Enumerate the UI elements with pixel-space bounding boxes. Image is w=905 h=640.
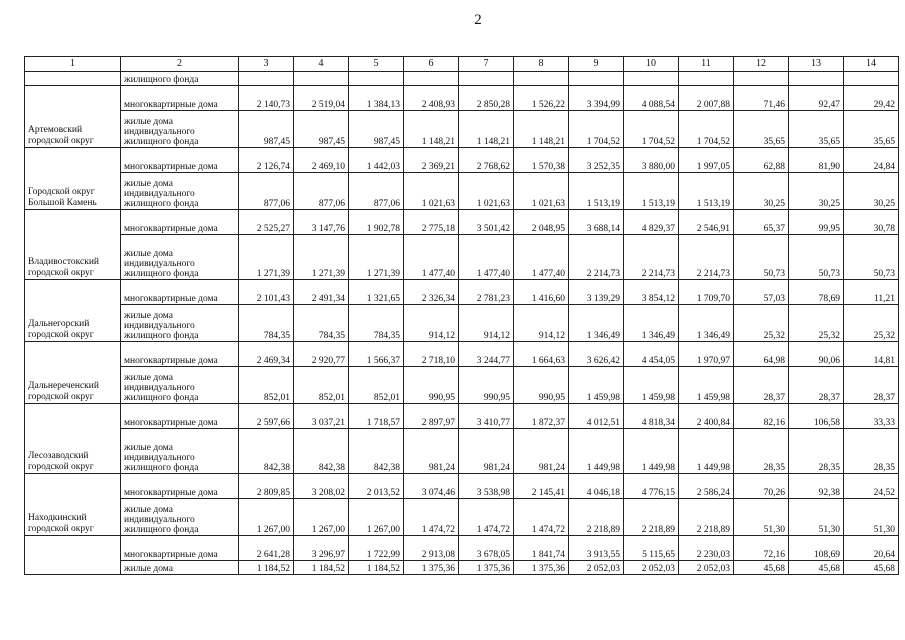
value-cell: 35,65 [844, 111, 899, 148]
value-cell: 1 267,00 [294, 499, 349, 536]
value-cell: 2 400,84 [679, 404, 734, 429]
table-row [25, 429, 899, 474]
value-cell [349, 72, 404, 86]
value-cell: 64,98 [734, 342, 789, 367]
value-cell: 81,90 [789, 148, 844, 173]
value-cell: 2 369,21 [404, 148, 459, 173]
value-cell: 20,64 [844, 536, 899, 561]
table-row [25, 111, 899, 148]
housing-type-cell: многоквартирные дома [121, 210, 239, 235]
value-cell: 2 013,52 [349, 474, 404, 499]
value-cell: 1 474,72 [459, 499, 514, 536]
value-cell: 784,35 [294, 305, 349, 342]
value-cell: 2 809,85 [239, 474, 294, 499]
value-cell: 2 145,41 [514, 474, 569, 499]
page-number: 2 [474, 12, 482, 28]
housing-type-cell: жилые дома индивидуального жилищного фонда [121, 367, 239, 404]
value-cell: 1 442,03 [349, 148, 404, 173]
value-cell: 28,35 [734, 429, 789, 474]
value-cell: 1 513,19 [679, 173, 734, 210]
value-cell: 2 230,03 [679, 536, 734, 561]
column-header: 2 [121, 57, 239, 72]
value-cell: 1 704,52 [679, 111, 734, 148]
column-header: 11 [679, 57, 734, 72]
table-row [25, 235, 899, 280]
value-cell: 2 214,73 [624, 235, 679, 280]
value-cell: 3 244,77 [459, 342, 514, 367]
value-cell [679, 72, 734, 86]
value-cell: 987,45 [239, 111, 294, 148]
value-cell: 2 052,03 [569, 561, 624, 575]
value-cell: 981,24 [459, 429, 514, 474]
value-cell: 62,88 [734, 148, 789, 173]
value-cell: 914,12 [459, 305, 514, 342]
housing-type-cell: многоквартирные дома [121, 474, 239, 499]
column-header: 10 [624, 57, 679, 72]
housing-type-cell: жилые дома [121, 561, 239, 575]
value-cell: 1 477,40 [459, 235, 514, 280]
table-row [25, 561, 899, 575]
value-cell: 99,95 [789, 210, 844, 235]
value-cell: 1 513,19 [624, 173, 679, 210]
value-cell: 2 491,34 [294, 280, 349, 305]
value-cell: 78,69 [789, 280, 844, 305]
value-cell: 1 148,21 [404, 111, 459, 148]
value-cell: 1 449,98 [679, 429, 734, 474]
value-cell: 35,65 [789, 111, 844, 148]
value-cell: 2 218,89 [679, 499, 734, 536]
value-cell: 5 115,65 [624, 536, 679, 561]
value-cell: 3 208,02 [294, 474, 349, 499]
housing-type-cell: многоквартирные дома [121, 280, 239, 305]
table-row [25, 536, 899, 561]
value-cell [844, 72, 899, 86]
value-cell: 30,25 [789, 173, 844, 210]
value-cell: 2 048,95 [514, 210, 569, 235]
value-cell: 28,37 [789, 367, 844, 404]
column-header: 14 [844, 57, 899, 72]
value-cell: 70,26 [734, 474, 789, 499]
value-cell: 914,12 [514, 305, 569, 342]
value-cell: 2 218,89 [569, 499, 624, 536]
header-row [25, 57, 899, 72]
value-cell: 2 052,03 [679, 561, 734, 575]
value-cell: 29,42 [844, 86, 899, 111]
value-cell: 2 007,88 [679, 86, 734, 111]
value-cell: 24,84 [844, 148, 899, 173]
value-cell: 1 970,97 [679, 342, 734, 367]
housing-type-cell: многоквартирные дома [121, 148, 239, 173]
table-row [25, 72, 899, 86]
value-cell: 108,69 [789, 536, 844, 561]
value-cell: 877,06 [294, 173, 349, 210]
value-cell: 842,38 [239, 429, 294, 474]
value-cell: 3 252,35 [569, 148, 624, 173]
value-cell: 1 375,36 [514, 561, 569, 575]
value-cell: 3 410,77 [459, 404, 514, 429]
value-cell: 3 880,00 [624, 148, 679, 173]
value-cell: 28,35 [789, 429, 844, 474]
value-cell: 28,35 [844, 429, 899, 474]
value-cell: 1 021,63 [514, 173, 569, 210]
value-cell: 1 526,22 [514, 86, 569, 111]
value-cell: 852,01 [239, 367, 294, 404]
housing-type-cell: жилые дома индивидуального жилищного фонда [121, 429, 239, 474]
column-header: 9 [569, 57, 624, 72]
value-cell [514, 72, 569, 86]
value-cell: 3 037,21 [294, 404, 349, 429]
value-cell: 65,37 [734, 210, 789, 235]
column-header: 1 [25, 57, 121, 72]
value-cell: 1 375,36 [404, 561, 459, 575]
column-header: 6 [404, 57, 459, 72]
value-cell [734, 72, 789, 86]
value-cell: 1 271,39 [239, 235, 294, 280]
value-cell: 4 776,15 [624, 474, 679, 499]
value-cell: 50,73 [844, 235, 899, 280]
value-cell [459, 72, 514, 86]
value-cell: 1 021,63 [459, 173, 514, 210]
value-cell: 1 459,98 [679, 367, 734, 404]
value-cell [404, 72, 459, 86]
district-cell: Лесозаводский городской округ [25, 404, 121, 474]
value-cell: 4 454,05 [624, 342, 679, 367]
value-cell: 35,65 [734, 111, 789, 148]
district-cell: Дальнегорский городской округ [25, 280, 121, 342]
value-cell: 2 897,97 [404, 404, 459, 429]
value-cell: 877,06 [349, 173, 404, 210]
value-cell [789, 72, 844, 86]
table-body [25, 72, 899, 575]
value-cell: 4 088,54 [624, 86, 679, 111]
table-row [25, 404, 899, 429]
value-cell: 2 140,73 [239, 86, 294, 111]
value-cell: 50,73 [789, 235, 844, 280]
value-cell: 92,47 [789, 86, 844, 111]
value-cell: 82,16 [734, 404, 789, 429]
district-cell [25, 536, 121, 575]
value-cell: 2 214,73 [569, 235, 624, 280]
value-cell: 2 920,77 [294, 342, 349, 367]
value-cell: 1 267,00 [239, 499, 294, 536]
district-cell: Городской округ Большой Камень [25, 148, 121, 210]
value-cell: 1 459,98 [624, 367, 679, 404]
column-header: 3 [239, 57, 294, 72]
value-cell: 57,03 [734, 280, 789, 305]
value-cell: 1 375,36 [459, 561, 514, 575]
table-row [25, 499, 899, 536]
district-cell: Находкинский городской округ [25, 474, 121, 536]
table-row [25, 474, 899, 499]
value-cell: 3 854,12 [624, 280, 679, 305]
value-cell: 1 021,63 [404, 173, 459, 210]
value-cell: 3 913,55 [569, 536, 624, 561]
housing-type-cell: жилищного фонда [121, 72, 239, 86]
value-cell: 3 139,29 [569, 280, 624, 305]
district-cell: Владивостокский городской округ [25, 210, 121, 280]
value-cell: 1 271,39 [349, 235, 404, 280]
value-cell: 1 513,19 [569, 173, 624, 210]
table-row [25, 367, 899, 404]
value-cell: 842,38 [349, 429, 404, 474]
value-cell: 1 997,05 [679, 148, 734, 173]
value-cell: 1 477,40 [404, 235, 459, 280]
value-cell: 987,45 [294, 111, 349, 148]
value-cell: 30,78 [844, 210, 899, 235]
value-cell: 1 474,72 [514, 499, 569, 536]
value-cell: 3 296,97 [294, 536, 349, 561]
column-header: 13 [789, 57, 844, 72]
value-cell: 1 346,49 [679, 305, 734, 342]
value-cell: 30,25 [844, 173, 899, 210]
value-cell: 3 538,98 [459, 474, 514, 499]
value-cell: 2 052,03 [624, 561, 679, 575]
value-cell: 24,52 [844, 474, 899, 499]
value-cell: 71,46 [734, 86, 789, 111]
value-cell: 842,38 [294, 429, 349, 474]
value-cell: 4 012,51 [569, 404, 624, 429]
value-cell: 28,37 [844, 367, 899, 404]
value-cell: 1 704,52 [569, 111, 624, 148]
value-cell: 72,16 [734, 536, 789, 561]
value-cell: 1 449,98 [569, 429, 624, 474]
value-cell: 1 841,74 [514, 536, 569, 561]
value-cell: 14,81 [844, 342, 899, 367]
value-cell: 990,95 [459, 367, 514, 404]
column-header: 12 [734, 57, 789, 72]
column-header: 4 [294, 57, 349, 72]
table-row [25, 86, 899, 111]
table-row [25, 342, 899, 367]
value-cell: 45,68 [734, 561, 789, 575]
value-cell: 1 184,52 [294, 561, 349, 575]
value-cell: 987,45 [349, 111, 404, 148]
value-cell: 2 641,28 [239, 536, 294, 561]
value-cell: 2 214,73 [679, 235, 734, 280]
housing-type-cell: многоквартирные дома [121, 86, 239, 111]
value-cell: 25,32 [789, 305, 844, 342]
value-cell: 51,30 [789, 499, 844, 536]
value-cell: 3 501,42 [459, 210, 514, 235]
housing-type-cell: жилые дома индивидуального жилищного фонда [121, 111, 239, 148]
value-cell: 3 147,76 [294, 210, 349, 235]
value-cell: 2 326,34 [404, 280, 459, 305]
value-cell: 33,33 [844, 404, 899, 429]
table-row [25, 305, 899, 342]
district-cell [25, 72, 121, 86]
value-cell: 2 218,89 [624, 499, 679, 536]
value-cell: 3 678,05 [459, 536, 514, 561]
value-cell: 2 519,04 [294, 86, 349, 111]
value-cell: 11,21 [844, 280, 899, 305]
value-cell [294, 72, 349, 86]
table-row [25, 210, 899, 235]
value-cell: 1 704,52 [624, 111, 679, 148]
value-cell: 1 321,65 [349, 280, 404, 305]
district-cell: Дальнереченский городской округ [25, 342, 121, 404]
value-cell: 106,58 [789, 404, 844, 429]
column-header: 5 [349, 57, 404, 72]
value-cell: 3 688,14 [569, 210, 624, 235]
value-cell: 1 346,49 [624, 305, 679, 342]
value-cell: 1 664,63 [514, 342, 569, 367]
value-cell: 25,32 [844, 305, 899, 342]
value-cell: 1 449,98 [624, 429, 679, 474]
value-cell: 3 074,46 [404, 474, 459, 499]
value-cell: 28,37 [734, 367, 789, 404]
value-cell [569, 72, 624, 86]
value-cell: 92,38 [789, 474, 844, 499]
value-cell: 2 408,93 [404, 86, 459, 111]
value-cell: 1 477,40 [514, 235, 569, 280]
value-cell: 1 718,57 [349, 404, 404, 429]
value-cell: 1 722,99 [349, 536, 404, 561]
value-cell: 51,30 [844, 499, 899, 536]
value-cell: 2 913,08 [404, 536, 459, 561]
value-cell: 852,01 [294, 367, 349, 404]
value-cell: 2 469,10 [294, 148, 349, 173]
value-cell: 2 525,27 [239, 210, 294, 235]
value-cell: 1 271,39 [294, 235, 349, 280]
value-cell: 1 346,49 [569, 305, 624, 342]
value-cell: 45,68 [789, 561, 844, 575]
value-cell: 914,12 [404, 305, 459, 342]
value-cell [624, 72, 679, 86]
value-cell: 877,06 [239, 173, 294, 210]
housing-type-cell: жилые дома индивидуального жилищного фонда [121, 235, 239, 280]
table-row [25, 173, 899, 210]
value-cell: 1 184,52 [239, 561, 294, 575]
column-header: 7 [459, 57, 514, 72]
value-cell: 1 416,60 [514, 280, 569, 305]
value-cell: 1 459,98 [569, 367, 624, 404]
value-cell: 1 566,37 [349, 342, 404, 367]
value-cell: 1 474,72 [404, 499, 459, 536]
value-cell: 1 709,70 [679, 280, 734, 305]
housing-type-cell: многоквартирные дома [121, 536, 239, 561]
value-cell: 2 775,18 [404, 210, 459, 235]
value-cell: 1 872,37 [514, 404, 569, 429]
value-cell: 30,25 [734, 173, 789, 210]
value-cell: 1 267,00 [349, 499, 404, 536]
housing-type-cell: жилые дома индивидуального жилищного фонда [121, 305, 239, 342]
value-cell: 1 902,78 [349, 210, 404, 235]
value-cell: 2 586,24 [679, 474, 734, 499]
value-cell: 3 394,99 [569, 86, 624, 111]
value-cell [239, 72, 294, 86]
table-row [25, 148, 899, 173]
table-row [25, 280, 899, 305]
value-cell: 1 184,52 [349, 561, 404, 575]
value-cell: 2 126,74 [239, 148, 294, 173]
column-header: 8 [514, 57, 569, 72]
value-cell: 2 597,66 [239, 404, 294, 429]
value-cell: 50,73 [734, 235, 789, 280]
value-cell: 1 384,13 [349, 86, 404, 111]
housing-type-cell: многоквартирные дома [121, 404, 239, 429]
housing-type-cell: многоквартирные дома [121, 342, 239, 367]
value-cell: 990,95 [404, 367, 459, 404]
value-cell: 90,06 [789, 342, 844, 367]
value-cell: 2 546,91 [679, 210, 734, 235]
value-cell: 2 469,34 [239, 342, 294, 367]
value-cell: 981,24 [514, 429, 569, 474]
value-cell: 2 781,23 [459, 280, 514, 305]
value-cell: 2 850,28 [459, 86, 514, 111]
value-cell: 4 046,18 [569, 474, 624, 499]
value-cell: 1 148,21 [514, 111, 569, 148]
value-cell: 2 101,43 [239, 280, 294, 305]
value-cell: 1 570,38 [514, 148, 569, 173]
rates-table [24, 56, 899, 575]
value-cell: 784,35 [239, 305, 294, 342]
value-cell: 981,24 [404, 429, 459, 474]
value-cell: 990,95 [514, 367, 569, 404]
value-cell: 852,01 [349, 367, 404, 404]
value-cell: 784,35 [349, 305, 404, 342]
district-cell: Артемовский городской округ [25, 86, 121, 148]
housing-type-cell: жилые дома индивидуального жилищного фонда [121, 499, 239, 536]
value-cell: 1 148,21 [459, 111, 514, 148]
value-cell: 4 818,34 [624, 404, 679, 429]
value-cell: 4 829,37 [624, 210, 679, 235]
value-cell: 51,30 [734, 499, 789, 536]
value-cell: 3 626,42 [569, 342, 624, 367]
value-cell: 25,32 [734, 305, 789, 342]
value-cell: 45,68 [844, 561, 899, 575]
housing-type-cell: жилые дома индивидуального жилищного фонда [121, 173, 239, 210]
value-cell: 2 718,10 [404, 342, 459, 367]
value-cell: 2 768,62 [459, 148, 514, 173]
